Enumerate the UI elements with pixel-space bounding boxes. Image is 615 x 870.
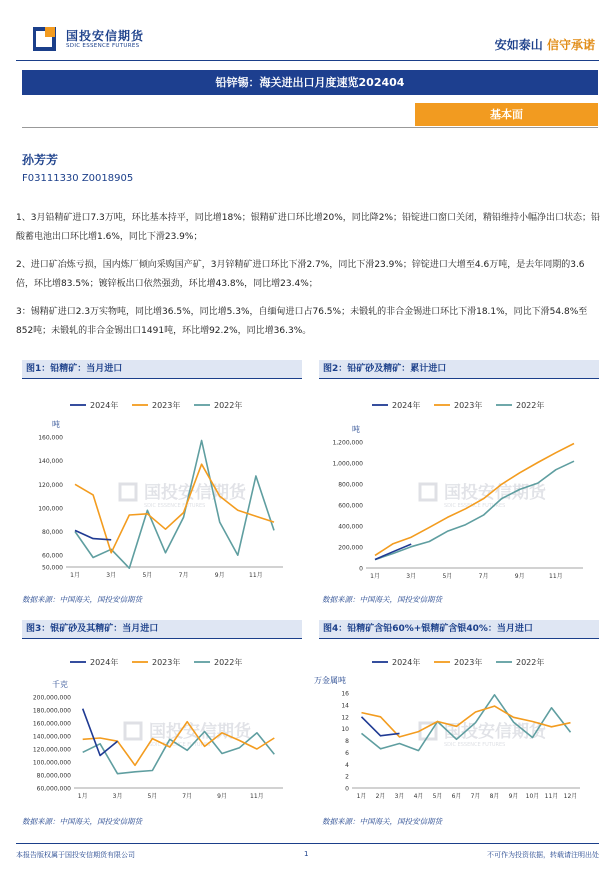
x-tick-label: 9月 <box>214 572 225 579</box>
watermark-text: 国投安信期货 <box>444 722 546 742</box>
x-tick-label: 7月 <box>178 572 189 579</box>
y-tick-label: 400,000 <box>338 523 363 531</box>
legend-label: 2023年 <box>454 658 483 667</box>
footer-copyright: 本报告版权属于国投安信期货有限公司 <box>16 851 135 859</box>
footer-divider <box>16 843 599 844</box>
page-number: 1 <box>304 850 309 858</box>
y-tick-label: 60,000 <box>42 552 63 560</box>
figure-2-title: 图2：铅矿砂及精矿：累计进口 <box>319 360 599 378</box>
y-tick-label: 120,000,000 <box>32 746 71 754</box>
section-tag: 基本面 <box>415 103 598 126</box>
y-tick-label: 16 <box>341 690 349 698</box>
slogan-part1: 安如泰山 <box>494 38 543 52</box>
y-tick-label: 0 <box>345 785 349 793</box>
x-tick-label: 10月 <box>525 793 540 800</box>
x-tick-label: 7月 <box>182 793 193 800</box>
figure-1-source: 数据来源：中国海关，国投安信期货 <box>22 595 142 604</box>
x-tick-label: 5月 <box>147 793 158 800</box>
y-tick-label: 120,000 <box>38 481 63 489</box>
x-tick-label: 5月 <box>442 573 453 580</box>
x-tick-label: 1月 <box>370 573 380 580</box>
y-tick-label: 200,000,000 <box>32 694 71 702</box>
y-tick-label: 8 <box>345 738 349 745</box>
legend-label: 2024年 <box>90 658 119 667</box>
y-tick-label: 0 <box>359 565 363 573</box>
y-axis-unit: 万金属吨 <box>314 676 346 685</box>
y-tick-label: 800,000 <box>338 481 363 489</box>
x-tick-label: 3月 <box>406 573 417 580</box>
x-tick-label: 11月 <box>250 793 264 800</box>
x-tick-label: 6月 <box>451 793 462 800</box>
legend-label: 2024年 <box>392 658 421 667</box>
legend-label: 2024年 <box>90 401 119 410</box>
logo-name: 国投安信期货 <box>66 29 145 43</box>
legend-label: 2024年 <box>392 401 421 410</box>
legend-label: 2023年 <box>152 401 181 410</box>
x-tick-label: 7月 <box>470 793 481 800</box>
x-tick-label: 5月 <box>432 793 443 800</box>
y-tick-label: 1,200,000 <box>332 439 363 447</box>
figure-3-title: 图3：银矿砂及其精矿：当月进口 <box>22 620 302 638</box>
y-tick-label: 80,000,000 <box>36 772 71 780</box>
paragraph-3: 3：锡精矿进口2.3万实物吨，同比增36.5%，同比增5.3%，自缅甸进口占76.5%；未锻轧的非合金锡进口环比下滑18.1%，同比下滑54.8%至852吨；未锻轧的非合金锡出口1491吨，环比增92.2%，同比增36.3%。 <box>16 307 588 336</box>
y-tick-label: 14 <box>341 702 349 710</box>
footer-disclaimer: 不可作为投资依据，转载请注明出处 <box>487 851 599 859</box>
figure-1-title: 图1：铅精矿：当月进口 <box>22 360 302 378</box>
y-tick-label: 1,000,000 <box>332 460 363 468</box>
report-title: 铅锌锡：海关进出口月度速览202404 <box>22 70 598 95</box>
watermark-text: 国投安信期货 <box>149 722 251 742</box>
author-codes: F03111330 Z0018905 <box>22 173 134 184</box>
watermark-subtext: SDIC ESSENCE FUTURES <box>444 742 506 748</box>
watermark-subtext: SDIC ESSENCE FUTURES <box>144 503 206 509</box>
watermark-subtext: SDIC ESSENCE FUTURES <box>149 742 211 748</box>
series-line-2024 <box>362 717 400 736</box>
legend-label: 2022年 <box>516 401 545 410</box>
y-tick-label: 80,000 <box>42 529 63 537</box>
x-tick-label: 4月 <box>413 793 424 800</box>
figure-3-source: 数据来源：中国海关，国投安信期货 <box>22 817 142 826</box>
legend-label: 2022年 <box>214 401 243 410</box>
y-tick-label: 140,000 <box>38 458 63 466</box>
y-tick-label: 60,000,000 <box>36 785 71 793</box>
figure-4-title: 图4：铅精矿含铅60%+银精矿含银40%：当月进口 <box>319 620 599 638</box>
x-tick-label: 7月 <box>478 573 489 580</box>
y-tick-label: 180,000,000 <box>32 707 71 715</box>
legend-label: 2022年 <box>516 658 545 667</box>
x-tick-label: 1月 <box>77 793 88 800</box>
y-tick-label: 4 <box>345 761 349 769</box>
x-tick-label: 5月 <box>142 572 153 579</box>
watermark-text: 国投安信期货 <box>444 483 546 503</box>
y-tick-label: 160,000,000 <box>32 720 71 728</box>
y-tick-label: 10 <box>341 726 349 734</box>
y-tick-label: 12 <box>341 714 349 722</box>
watermark-subtext: SDIC ESSENCE FUTURES <box>444 503 506 509</box>
x-tick-label: 3月 <box>106 572 117 579</box>
y-axis-unit: 吨 <box>352 425 360 434</box>
x-tick-label: 3月 <box>394 793 405 800</box>
y-tick-label: 200,000 <box>338 544 363 552</box>
paragraph-1: 1、3月铅精矿进口7.3万吨，环比基本持平，同比增18%；银精矿进口环比增20%，同比降2%；铅锭进口窗口关闭，精铅维持小幅净出口状态；铅酸蓄电池出口环比增1.6%，同比下滑23.9%； <box>16 213 601 242</box>
x-tick-label: 1月 <box>70 572 80 579</box>
y-tick-label: 50,000 <box>42 564 63 572</box>
y-tick-label: 6 <box>345 749 349 757</box>
y-tick-label: 140,000,000 <box>32 733 71 741</box>
y-axis-unit: 吨 <box>52 420 60 429</box>
y-tick-label: 600,000 <box>338 502 363 510</box>
x-tick-label: 9月 <box>514 573 525 580</box>
x-tick-label: 9月 <box>508 793 519 800</box>
figure-2-source: 数据来源：中国海关，国投安信期货 <box>322 595 442 604</box>
slogan-part2: 信守承诺 <box>546 38 595 52</box>
legend-label: 2023年 <box>152 658 181 667</box>
x-tick-label: 12月 <box>563 793 578 800</box>
y-tick-label: 100,000,000 <box>32 759 71 767</box>
x-tick-label: 11月 <box>249 572 263 579</box>
x-tick-label: 9月 <box>217 793 227 800</box>
x-tick-label: 2月 <box>375 793 386 800</box>
x-tick-label: 1月 <box>356 793 367 800</box>
y-tick-label: 160,000 <box>38 434 63 442</box>
author-name: 孙芳芳 <box>22 153 59 167</box>
y-tick-label: 2 <box>345 773 349 781</box>
x-tick-label: 11月 <box>549 573 563 580</box>
x-tick-label: 3月 <box>112 793 123 800</box>
y-axis-unit: 千克 <box>52 680 68 689</box>
legend-label: 2023年 <box>454 401 483 410</box>
figure-4-source: 数据来源：中国海关，国投安信期货 <box>322 817 442 826</box>
y-tick-label: 100,000 <box>38 505 63 513</box>
watermark-text: 国投安信期货 <box>144 483 246 503</box>
logo-subtitle: SDIC ESSENCE FUTURES <box>66 43 140 49</box>
legend-label: 2022年 <box>214 658 243 667</box>
x-tick-label: 8月 <box>489 793 500 800</box>
x-tick-label: 11月 <box>544 793 559 800</box>
paragraph-2: 2、进口矿冶炼亏损，国内炼厂倾向采购国产矿，3月锌精矿进口环比下滑2.7%，同比下滑23.9%；锌锭进口大增至4.6万吨，是去年同期的3.6倍，环比增83.5%；镀锌板出口依然强劲，环比增43.8%，同比增23.4%； <box>16 260 585 289</box>
